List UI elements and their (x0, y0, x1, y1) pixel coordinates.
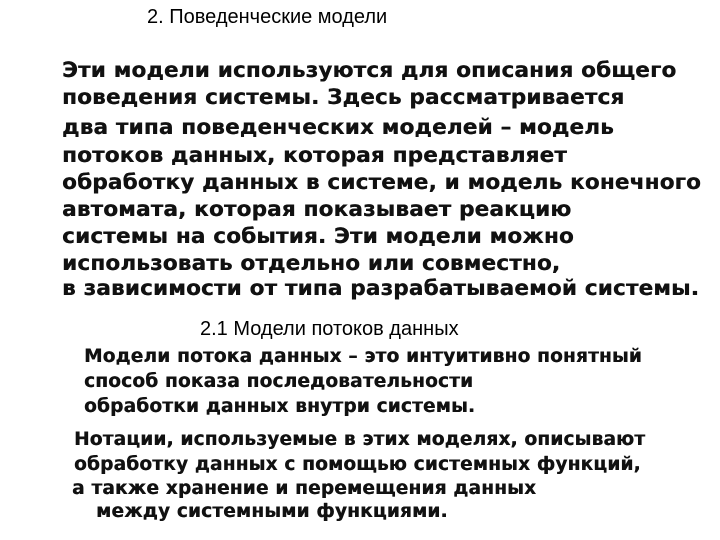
paragraph-line: обработку данных с помощью системных функций, (74, 454, 641, 475)
paragraph-line: обработку данных в системе, и модель конечного (62, 170, 701, 195)
paragraph-line: а также хранение и перемещения данных (72, 478, 537, 499)
section-heading: 2. Поведенческие модели (147, 6, 388, 28)
paragraph-line: использовать отдельно или совместно, (62, 251, 561, 276)
paragraph-line: Эти модели используются для описания общего (62, 58, 677, 83)
subsection-heading: 2.1 Модели потоков данных (200, 318, 459, 340)
paragraph-line: автомата, которая показывает реакцию (62, 197, 572, 222)
paragraph-line: обработки данных внутри системы. (84, 396, 476, 417)
paragraph-line: Модели потока данных – это интуитивно понятный (84, 346, 642, 367)
paragraph-line: поведения системы. Здесь рассматривается (62, 85, 625, 110)
paragraph-line: потоков данных, которая представляет (62, 143, 567, 168)
paragraph-line: способ показа последовательности (84, 371, 474, 392)
paragraph-line: между системными функциями. (96, 501, 448, 522)
paragraph-line: в зависимости от типа разрабатываемой системы. (62, 276, 700, 301)
paragraph-line: Нотации, используемые в этих моделях, описывают (74, 429, 646, 450)
paragraph-line: системы на события. Эти модели можно (62, 224, 574, 249)
paragraph-line: два типа поведенческих моделей – модель (62, 115, 614, 140)
